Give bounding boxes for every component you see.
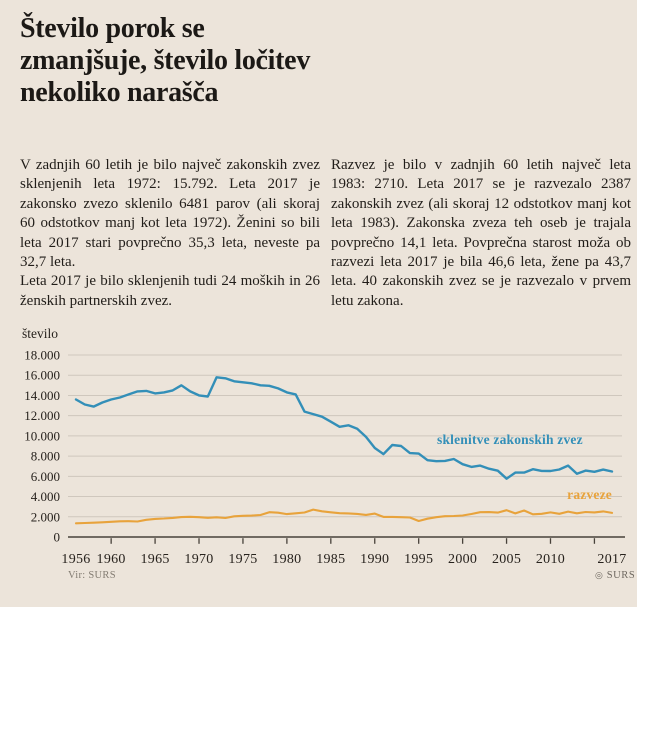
x-tick-label: 2000 [448, 552, 478, 567]
chart-canvas [0, 322, 648, 584]
x-tick-label: 1975 [228, 552, 258, 567]
x-tick-label: 1995 [404, 552, 434, 567]
intro-column-left [20, 156, 320, 311]
intro-paragraph: Leta 2017 je bilo sklenjenih tudi 24 moških in 26 ženskih partnerskih zvez. [20, 273, 320, 309]
x-tick-label: 1970 [184, 552, 214, 567]
y-tick-label: 18.000 [24, 347, 60, 363]
x-tick-label: 1985 [316, 552, 346, 567]
series-line-marriages [76, 377, 612, 478]
y-axis-unit-label: število [22, 326, 58, 341]
x-tick-label: 1990 [360, 552, 390, 567]
x-tick-label: 2005 [491, 552, 522, 567]
y-tick-label: 16.000 [24, 367, 60, 383]
title-line-2: zmanjšuje, število ločitev [20, 45, 311, 76]
page-title [20, 13, 440, 109]
source-credit: Vir: SURS [68, 570, 116, 581]
intro-paragraph: Razvez je bilo v zadnjih 60 letih največ leta 1983: 2710. Leta 2017 se je razvezalo 2387 zakonskih zvez (ali skoraj 12 odstotkov manj kot leta 1983). Zakonska zveza teh oseb je trajala povprečno 14,1 leta. Povprečna starost moža ob razvezi leta 2017 je bila 46,6 leta, žene pa 43,7 leta. 40 zakonskih zvez se je razvezalo v prvem letu zakona. [331, 157, 631, 309]
y-tick-label: 10.000 [24, 428, 60, 444]
x-tick-label: 1980 [272, 552, 302, 567]
line-chart [0, 322, 648, 584]
y-tick-label: 0 [53, 529, 60, 545]
title-line-1: Število porok se [20, 13, 205, 44]
y-tick-label: 6.000 [30, 468, 60, 484]
y-tick-label: 14.000 [24, 387, 60, 403]
x-tick-label: 2010 [535, 552, 566, 567]
title-line-3: nekoliko narašča [20, 77, 219, 108]
x-tick-label: 1956 [61, 552, 91, 567]
intro-text [20, 156, 631, 311]
x-tick-label: 1965 [140, 552, 170, 567]
x-tick-label: 1960 [96, 552, 126, 567]
intro-paragraph: V zadnjih 60 letih je bilo največ zakonskih zvez sklenjenih leta 1972: 15.792. Leta 2017 je zakonsko zvezo sklenilo 6481 parov (ali skoraj 60 odstotkov manj kot leta 1972). Ženini so bili leta 2017 stari povprečno 35,3 leta, neveste pa 32,7 leta. [20, 157, 320, 271]
surs-logo [595, 570, 635, 581]
y-tick-label: 12.000 [24, 408, 60, 424]
series-label-divorces: razveze [567, 487, 612, 502]
y-tick-label: 8.000 [30, 448, 60, 464]
y-tick-label: 2.000 [30, 509, 60, 525]
series-label-marriages: sklenitve zakonskih zvez [437, 432, 583, 447]
surs-logo-text: SURS [606, 570, 636, 581]
intro-column-right [331, 156, 631, 311]
y-tick-label: 4.000 [30, 489, 60, 505]
surs-logo-icon: ◎ [595, 570, 604, 580]
x-tick-label: 2017 [597, 552, 627, 567]
